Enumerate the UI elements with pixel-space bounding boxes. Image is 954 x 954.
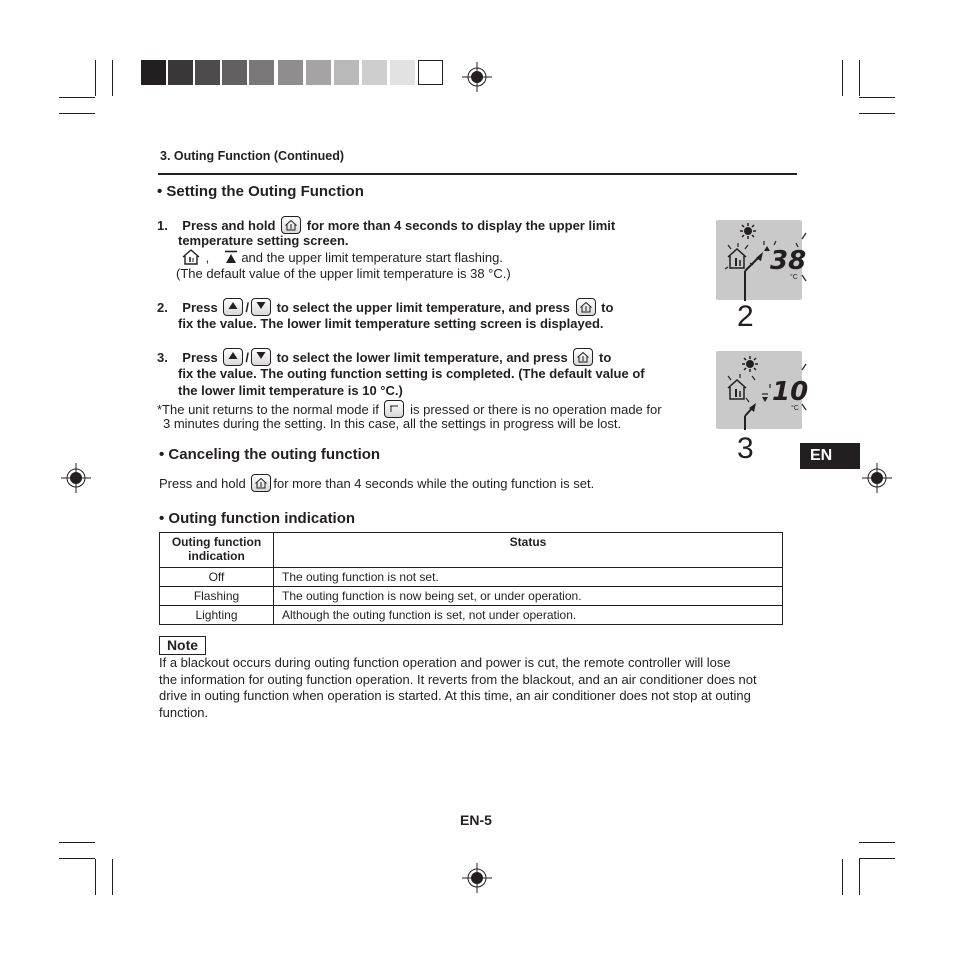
color-swatch (418, 60, 443, 85)
step-number: 3 (157, 350, 165, 365)
step-1-line-2: temperature setting screen. (178, 233, 349, 248)
registration-mark-icon (862, 463, 892, 493)
color-swatch (249, 60, 274, 85)
header-rule (158, 173, 797, 175)
step-1-line-1: 1. Press and hold for more than 4 seconds to display the upper limit (157, 218, 616, 233)
step-text: to select the upper limit temperature, and press (276, 300, 570, 315)
crop-mark (859, 858, 895, 859)
color-swatch (334, 60, 359, 85)
slash: / (245, 350, 249, 365)
outing-key-icon (251, 474, 271, 492)
color-swatch (362, 60, 387, 85)
indication-heading: • Outing function indication (159, 510, 356, 527)
crop-mark (859, 60, 860, 96)
color-swatch (168, 60, 193, 85)
slash: / (245, 300, 249, 315)
crop-mark (859, 113, 895, 114)
color-swatch (278, 60, 303, 85)
step-3-line-1: 3. Press / to select the lower limit temperature, and press to (157, 350, 612, 365)
cancel-text (159, 474, 594, 492)
note-line: If a blackout occurs during outing function operation and power is cut, the remote controller will lose (159, 655, 731, 670)
down-arrow-key-icon (251, 298, 271, 316)
lcd-value: 38 (770, 246, 807, 276)
house-icon (728, 249, 746, 268)
registration-mark-icon (462, 863, 492, 893)
crop-mark (59, 842, 95, 843)
upper-limit-icon (224, 250, 238, 267)
crop-mark (95, 859, 96, 895)
note-text: is pressed or there is no operation made for (410, 402, 662, 417)
indication-cell: Off (160, 568, 274, 587)
up-arrow-key-icon (223, 348, 243, 366)
step-3-line-2: fix the value. The outing function setting is completed. (The default value of (178, 366, 645, 381)
callout-number: 3 (737, 432, 754, 465)
step-text: to select the lower limit temperature, and press (276, 350, 568, 365)
color-swatch (141, 60, 166, 85)
step-text: Press (182, 350, 218, 365)
table-header-row (160, 533, 783, 568)
crop-mark (842, 60, 843, 96)
crop-mark (59, 858, 95, 859)
step-text: to (601, 300, 614, 315)
sun-icon (740, 223, 756, 239)
status-cell: The outing function is now being set, or under operation. (274, 587, 783, 606)
up-arrow-key-icon (223, 298, 243, 316)
timeout-note-line-2: 3 minutes during the setting. In this case, all the settings in progress will be lost. (163, 416, 622, 431)
lcd-figure-2 (716, 346, 810, 466)
step-text: Press (182, 300, 218, 315)
column-header: Outing function indication (160, 533, 274, 568)
lcd-figure-1 (716, 215, 810, 335)
color-swatch (195, 60, 220, 85)
down-arrow-key-icon (251, 348, 271, 366)
lcd-unit: °C (790, 274, 798, 281)
step-text: Press and hold (182, 218, 276, 233)
outing-key-icon (573, 348, 593, 366)
color-swatch (222, 60, 247, 85)
status-cell: Although the outing function is set, not under operation. (274, 606, 783, 625)
house-icon (728, 380, 746, 399)
note-label: Note (159, 636, 206, 655)
step-2-line-1: 2. Press / to select the upper limit temperature, and press to (157, 300, 614, 315)
cancel-text-post: for more than 4 seconds while the outing function is set. (273, 476, 595, 491)
crop-mark (112, 859, 113, 895)
outing-key-icon (281, 216, 301, 234)
cancel-text-pre: Press and hold (159, 476, 246, 491)
crop-mark (95, 60, 96, 96)
crop-mark (59, 113, 95, 114)
language-badge: EN (800, 443, 860, 469)
step-number: 1 (157, 218, 165, 233)
step-number: 2 (157, 300, 165, 315)
page-number: EN-5 (460, 812, 492, 828)
lcd-value: 10 (772, 377, 809, 407)
cancel-heading: • Canceling the outing function (159, 446, 381, 463)
registration-mark-icon (61, 463, 91, 493)
step-text: for more than 4 seconds to display the upper limit (306, 218, 616, 233)
lcd-unit: °C (791, 405, 799, 412)
crop-mark (112, 60, 113, 96)
step-1-line-4: (The default value of the upper limit temperature is 38 °C.) (176, 266, 511, 281)
color-swatch (306, 60, 331, 85)
crop-mark (59, 97, 95, 98)
section-title: 3. Outing Function (Continued) (160, 149, 344, 163)
note-line: drive in outing function when operation is started. At this time, an air conditioner does not stop at outing (159, 688, 751, 703)
color-swatch (390, 60, 415, 85)
callout-number: 2 (737, 300, 754, 333)
status-cell: The outing function is not set. (274, 568, 783, 587)
note-line: the information for outing function operation. It reverts from the blackout, and an air conditioner does not (159, 672, 757, 687)
crop-mark (842, 859, 843, 895)
table-row (160, 606, 783, 625)
step-2-line-2: fix the value. The lower limit temperature setting screen is displayed. (178, 316, 604, 331)
indication-cell: Flashing (160, 587, 274, 606)
step-text: and the upper limit temperature start flashing. (241, 250, 503, 265)
note-line: function. (159, 705, 209, 720)
crop-mark (859, 859, 860, 895)
note-text: *The unit returns to the normal mode if (157, 402, 379, 417)
setting-heading: • Setting the Outing Function (157, 183, 364, 200)
step-3-line-3: the lower limit temperature is 10 °C.) (178, 383, 403, 398)
table-row (160, 568, 783, 587)
registration-mark-icon (462, 62, 492, 92)
indication-table (159, 532, 783, 625)
outing-key-icon (576, 298, 596, 316)
step-text: to (599, 350, 612, 365)
column-header: Status (274, 533, 783, 568)
indication-cell: Lighting (160, 606, 274, 625)
crop-mark (859, 97, 895, 98)
table-row (160, 587, 783, 606)
crop-mark (859, 842, 895, 843)
sun-icon (742, 356, 758, 372)
separator: , (205, 250, 210, 265)
